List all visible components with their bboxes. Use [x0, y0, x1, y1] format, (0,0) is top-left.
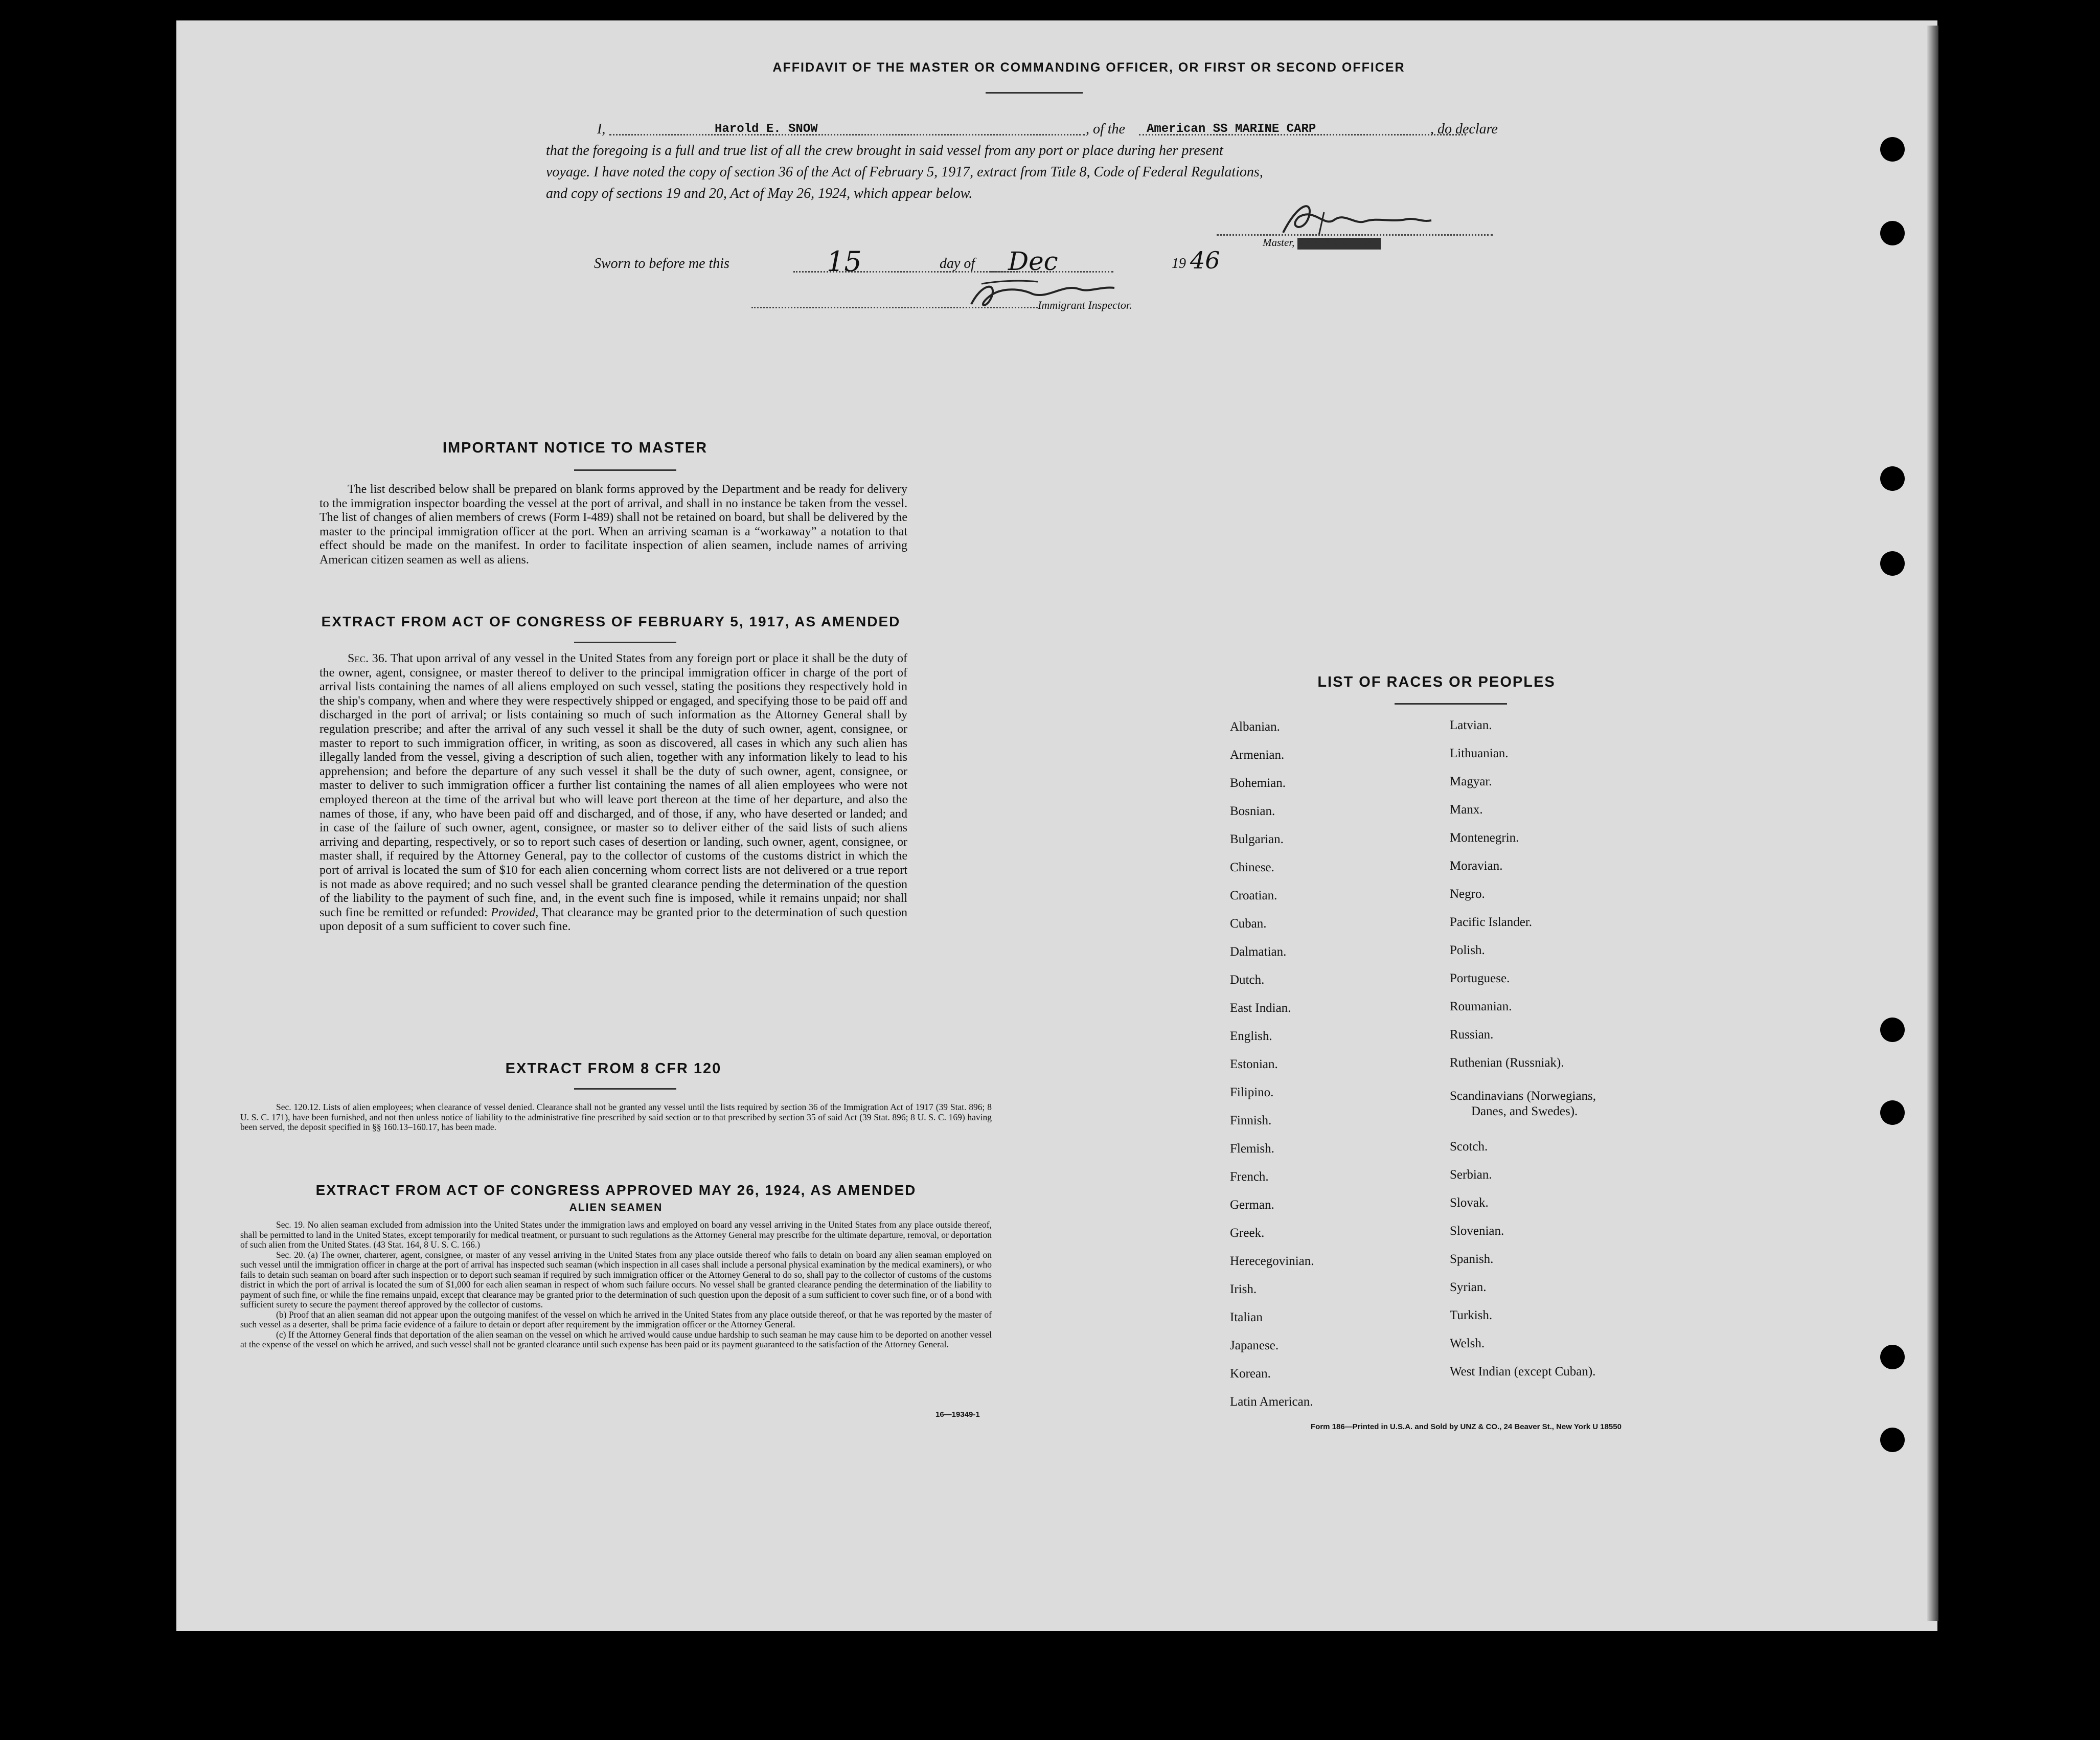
race-item: Croatian. [1230, 889, 1277, 902]
race-item: Turkish. [1450, 1308, 1493, 1322]
race-item: East Indian. [1230, 1001, 1291, 1015]
sworn-year-handwritten: 46 [1190, 246, 1220, 274]
affidavit-title: AFFIDAVIT OF THE MASTER OR COMMANDING OFFICER, OR FIRST OR SECOND OFFICER [772, 60, 1405, 75]
race-item: Bosnian. [1230, 804, 1275, 818]
year-prefix: 19 [1172, 256, 1186, 272]
race-item: Scotch. [1450, 1140, 1488, 1154]
race-item: Serbian. [1450, 1168, 1492, 1182]
race-item: Slovak. [1450, 1196, 1489, 1210]
sec-36-text-end: That clearance may be granted prior to the determination of such question upon deposit of a sum sufficient to cover such fine. [319, 906, 907, 934]
race-item: Pacific Islander. [1450, 915, 1533, 929]
race-item: Bohemian. [1230, 776, 1286, 790]
divider [1395, 703, 1507, 705]
race-item: Roumanian. [1450, 1000, 1512, 1013]
struck-officer-text: XXXXXXXXXXXX [1297, 238, 1381, 250]
race-item: Manx. [1450, 803, 1483, 817]
race-item: Moravian. [1450, 859, 1503, 873]
notice-title: IMPORTANT NOTICE TO MASTER [442, 440, 708, 456]
race-item: Chinese. [1230, 861, 1274, 874]
race-item: German. [1230, 1198, 1274, 1212]
race-item: Latin American. [1230, 1395, 1313, 1409]
race-item: Finnish. [1230, 1114, 1272, 1127]
race-item: Scandinavians (Norwegians, [1450, 1089, 1596, 1103]
master-name-field: Harold E. SNOW [715, 122, 818, 136]
sec-19-text: Sec. 19. No alien seaman excluded from admission into the United States under the immigration laws and employed on board any vessel arriving in the United States from any place outside thereof, shall be permitted to land in the United States, except temporarily for medical treatment, or pursuant to such regulations as the Attorney General may prescribe for the ultimate departure, removal, or deportation of such alien from the United States. (43 Stat. 164, 8 U. S. C. 166.) [240, 1219, 992, 1250]
race-item: Albanian. [1230, 720, 1280, 734]
binder-hole [1880, 466, 1905, 491]
vessel-name-field: American SS MARINE CARP [1147, 122, 1316, 136]
notice-body: The list described below shall be prepared on blank forms approved by the Department and be ready for delivery to the immigration inspector boarding the vessel at the port of arrival, and shall in no instance be taken from the vessel. The list of changes of alien members of crews (Form I-489) shall not be retained on board, but shall be delivered by the master to the principal immigration officer at the port. When an arriving seaman is a “workaway” a notation to that effect should be made on the manifest. In order to facilitate inspection of alien seamen, include names of arriving American citizen seamen as well as aliens. [319, 483, 907, 567]
inspector-caption: Immigrant Inspector. [1038, 299, 1132, 311]
declaration-line: that the foregoing is a full and true list of all the crew brought in said vessel from any port or place during her present [546, 143, 1223, 159]
race-item: Japanese. [1230, 1339, 1279, 1352]
declaration-line: and copy of sections 19 and 20, Act of May 26, 1924, which appear below. [546, 186, 973, 201]
race-item: Korean. [1230, 1367, 1271, 1381]
provided-word: Provided, [491, 906, 539, 919]
race-item: Bulgarian. [1230, 832, 1284, 846]
race-item: Spanish. [1450, 1252, 1494, 1266]
affidavit-declaration [546, 119, 1522, 205]
race-item: Negro. [1450, 887, 1485, 901]
i-label: I, [597, 121, 606, 137]
page-edge-shadow [1927, 26, 1938, 1621]
race-item: West Indian (except Cuban). [1450, 1365, 1596, 1379]
binder-hole [1880, 1018, 1905, 1042]
sec-36-text: That upon arrival of any vessel in the United States from any foreign port or place it shall be the duty of the owner, agent, consignee, or master thereof to deliver to the principal immigration officer in charge of the port of arrival lists containing the names of all aliens employed on such vessel, stating the positions they respectively hold in the ship's company, when and where they were respectively shipped or engaged, and specifying those to be paid off and discharged in the port of arrival; or lists containing so much of such information as the Attorney General shall by regulation prescribe; and after the arrival of any such vessel it shall be the duty of such owner, agent, consignee, or master to report to such immigration officer, in writing, as soon as discovered, all cases in which any such alien has illegally landed from the vessel, giving a description of such alien, together with any information likely to lead to his apprehension; and before the departure of any such vessel it shall be the duty of such owner, agent, consignee, or master to deliver to such immigration officer a further list containing the names of all alien employees who were not employed thereon at the time of the arrival but who will leave port thereon at the time of her departure, and also the names of those, if any, who have been paid off and discharged, and of those, if any, who have deserted or landed; and in case of the failure of such owner, agent, consignee, or master so to deliver either of the said lists of such aliens arriving and departing, respectively, or so to report such cases of desertion or landing, such owner, agent, consignee, or master shall, if required by the Attorney General, pay to the collector of customs of the customs district in which the port of arrival is located the sum of $10 for each alien concerning whom correct lists are not delivered or a true report is not made as above required; and no such vessel shall be granted clearance pending the determination of the question of the liability to the payment of such fine, and, in the event such fine is imposed, while it remains unpaid; nor shall such fine be remitted or refunded: [319, 652, 907, 919]
binder-hole [1880, 1345, 1905, 1369]
master-signature-line [1217, 234, 1493, 236]
race-item: Dalmatian. [1230, 945, 1287, 959]
race-item: Greek. [1230, 1226, 1265, 1240]
declaration-line: voyage. I have noted the copy of section 36 of the Act of February 5, 1917, extract from Title 8, Code of Federal Regulations, [546, 164, 1263, 180]
race-item: Russian. [1450, 1028, 1494, 1042]
extract-1924-body [240, 1220, 992, 1350]
alien-seamen-subtitle: ALIEN SEAMEN [569, 1202, 663, 1213]
binder-hole [1880, 551, 1905, 576]
extract-1917-title: EXTRACT FROM ACT OF CONGRESS OF FEBRUARY 5, 1917, AS AMENDED [321, 614, 901, 629]
race-item: Slovenian. [1450, 1224, 1504, 1238]
race-item: Danes, and Swedes). [1471, 1104, 1578, 1118]
race-item: Lithuanian. [1450, 747, 1509, 760]
binder-hole [1880, 1428, 1905, 1452]
master-caption [1263, 236, 1381, 250]
sworn-line [594, 245, 1310, 284]
race-item: English. [1230, 1029, 1272, 1043]
master-label: Master, [1263, 236, 1297, 248]
race-item: Flemish. [1230, 1142, 1274, 1156]
sworn-day-handwritten: 15 [827, 245, 862, 278]
race-item: Syrian. [1450, 1280, 1487, 1294]
sec-20a-text: Sec. 20. (a) The owner, charterer, agent, consignee, or master of any vessel arriving in the United States from any place outside thereof who fails to detain on board any alien seaman employed on such vessel until the immigration officer in charge at the port of arrival has inspected such seaman (which inspection in all cases shall include a personal physical examination by the medical examiners), or who fails to detain such seaman on board after such inspection or to deport such seaman if required by such immigration officer or the Attorney General to do so, shall pay to the collector of customs of the customs district in which the port of arrival is located the sum of $1,000 for each alien seaman in respect of whom such failure occurs. No vessel shall be granted clearance pending the determination of the liability to payment of such fine, or while the fine remains unpaid, except that clearance may be granted prior to the determination of such question upon the deposit of a sum sufficient to cover such fine, or of a bond with sufficient surety to secure the payment thereof approved by the collector of customs. [240, 1249, 992, 1309]
day-of-label: day of [940, 256, 975, 272]
divider [574, 469, 676, 471]
sworn-month-handwritten: Dec [1008, 246, 1058, 276]
race-item: Dutch. [1230, 973, 1265, 987]
sworn-label: Sworn to before me this [594, 256, 729, 272]
race-item: Filipino. [1230, 1086, 1274, 1099]
race-item: French. [1230, 1170, 1269, 1184]
divider [574, 1088, 676, 1090]
name-field-line [609, 134, 1085, 135]
sec-20b-text: (b) Proof that an alien seaman did not appear upon the outgoing manifest of the vessel on which he arrived in the United States from any place outside thereof, or that he was reported by the master of such vessel as a deserter, shall be prima facie evidence of a failure to detain or deport after requirement by the immigration officer or the Attorney General. [240, 1309, 992, 1329]
cfr-body: Sec. 120.12. Lists of alien employees; when clearance of vessel denied. Clearance shall not be granted any vessel until the lists required by section 36 of the Immigration Act of 1917 (39 Stat. 896; 8 U. S. C. 171), have been furnished, and not then unless notice of liability to the administrative fine prescribed by said section or to that prescribed by section 35 of said Act (39 Stat. 896; 8 U. S. C. 169) having been served, the deposit specified in §§ 160.13–160.17, has been made. [240, 1102, 992, 1132]
divider [986, 92, 1083, 94]
declare-label: , do declare [1430, 121, 1498, 137]
cfr-title: EXTRACT FROM 8 CFR 120 [505, 1060, 722, 1077]
race-item: Welsh. [1450, 1337, 1485, 1350]
binder-hole [1880, 137, 1905, 162]
race-item: Cuban. [1230, 917, 1267, 931]
race-item: Herecegovinian. [1230, 1254, 1314, 1268]
extract-1924-title: EXTRACT FROM ACT OF CONGRESS APPROVED MAY 26, 1924, AS AMENDED [315, 1182, 917, 1198]
of-the-label: , of the [1086, 121, 1125, 137]
inspector-signature-line [751, 307, 1038, 308]
race-item: Italian [1230, 1310, 1263, 1324]
race-item: Montenegrin. [1450, 831, 1519, 845]
race-item: Estonian. [1230, 1057, 1278, 1071]
race-item: Magyar. [1450, 775, 1492, 788]
printer-footer: Form 186—Printed in U.S.A. and Sold by UNZ & CO., 24 Beaver St., New York U 18550 [1311, 1422, 1622, 1431]
extract-1917-body [319, 652, 907, 934]
form-code: 16—19349-1 [935, 1410, 980, 1419]
races-title: LIST OF RACES OR PEOPLES [1317, 674, 1556, 690]
race-item: Ruthenian (Russniak). [1450, 1056, 1564, 1070]
sec-20c-text: (c) If the Attorney General finds that deportation of the alien seaman on the vessel on which he arrived would cause undue hardship to such seaman he may cause him to be deported on another vessel at the expense of the vessel on which he arrived, and such vessel shall not be granted clearance until such expense has been paid or its payment guaranteed to the satisfaction of the Attorney General. [240, 1329, 992, 1349]
sec-36-label: Sec. 36. [348, 652, 387, 665]
race-item: Latvian. [1450, 718, 1492, 732]
divider [574, 642, 676, 643]
binder-hole [1880, 221, 1905, 245]
race-item: Portuguese. [1450, 971, 1510, 985]
race-item: Irish. [1230, 1282, 1257, 1296]
race-item: Polish. [1450, 943, 1485, 957]
binder-hole [1880, 1100, 1905, 1125]
race-item: Armenian. [1230, 748, 1285, 762]
